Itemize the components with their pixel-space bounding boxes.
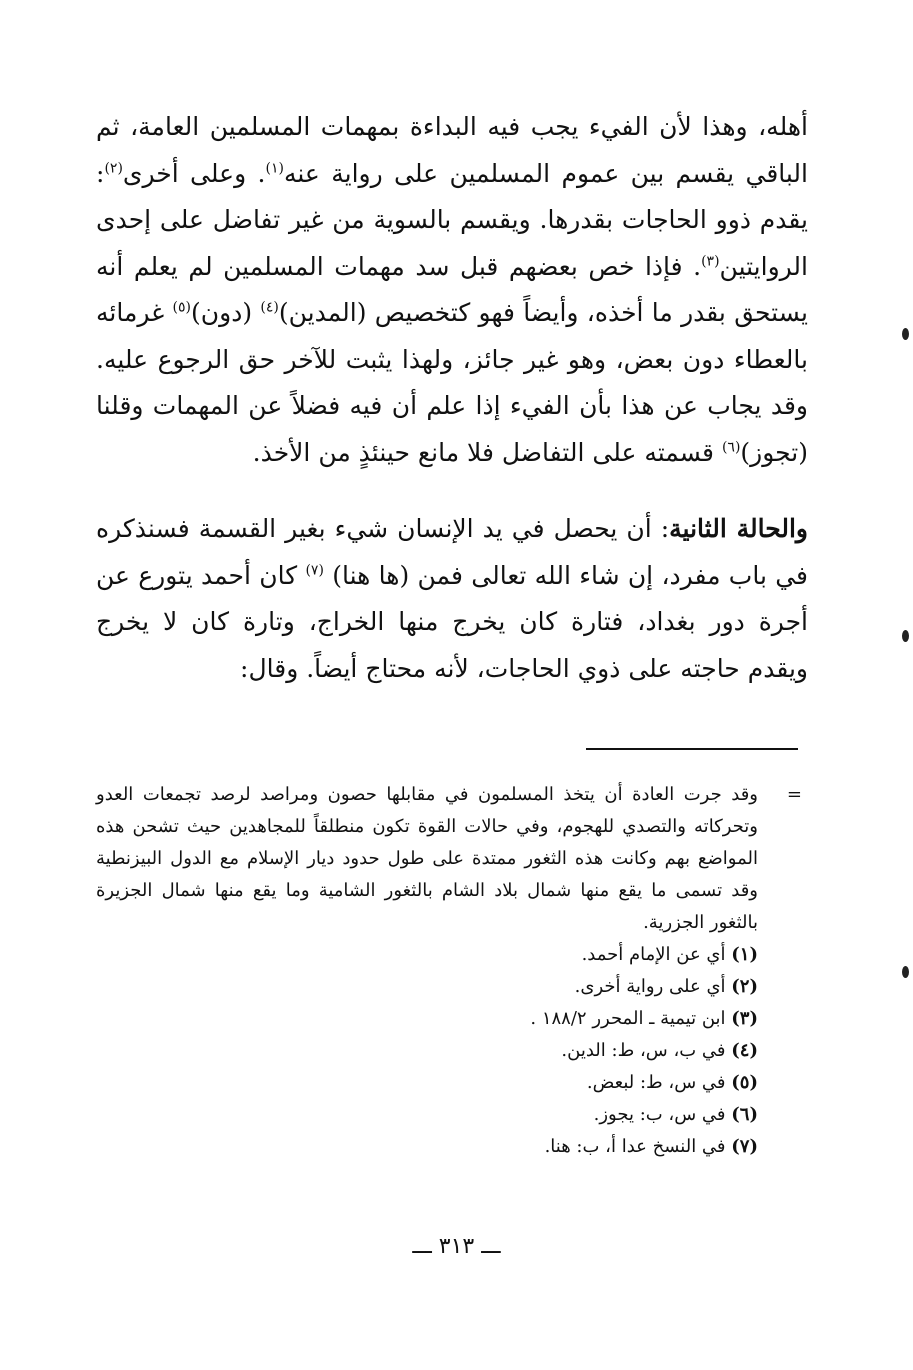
footnote-number: (٧): [731, 1136, 758, 1157]
footnote-2: [96, 971, 758, 1003]
page-number: ـــ ٣١٣ ـــ: [412, 1234, 501, 1259]
binding-hole-mark: [902, 328, 909, 340]
footnote-1: [96, 939, 758, 971]
footnote-text: في ب، س، ط: الدين.: [561, 1040, 726, 1061]
text-run: . فإذا خص بعضهم قبل سد مهمات المسلمين لم يعلم أنه يستحق بقدر ما أخذه، وأيضاً فهو كتخصيص (المدين): [96, 251, 808, 327]
footnote-7: [96, 1131, 758, 1163]
footnote-ref-4[interactable]: (٤): [260, 299, 279, 316]
footnote-text: أي على رواية أخرى.: [574, 976, 726, 997]
continuation-text: وقد جرت العادة أن يتخذ المسلمون في مقابلها حصون ومراصد لرصد تجمعات العدو وتحركاته والتصدي للهجوم، وفي حالات القوة تكون منطلقاً للمجاهدين حيث تشحن هذه المواضع بهم وكانت هذه الثغور ممتدة على طول حدود ديار الإسلام مع الدول البيزنطية وقد تسمى ما يقع منها شمال بلاد الشام بالثغور الشامية وما يقع منها شمال الجزيرة بالثغور الجزرية.: [96, 784, 758, 933]
binding-hole-mark: [902, 966, 909, 978]
footnote-continuation: [96, 779, 808, 939]
paragraph-1: [96, 104, 808, 476]
section-heading: والحالة الثانية: [669, 514, 809, 543]
footnotes: [96, 779, 808, 1163]
footnote-separator: [586, 748, 798, 750]
text-run: (دون): [191, 298, 261, 327]
footnote-text: ابن تيمية ـ المحرر ١٨٨/٢ .: [530, 1008, 726, 1029]
footnote-number: (٤): [731, 1040, 758, 1061]
binding-hole-mark: [902, 630, 909, 642]
text-run: قسمته على التفاضل فلا مانع حينئذٍ من الأخذ.: [252, 437, 722, 467]
text-run: كان أحمد يتورع عن أجرة دور بغداد، فتارة كان يخرج منها الخراج، وتارة كان لا يخرج ويقدم حاجته على ذوي الحاجات، لأنه محتاج أيضاً. وقال:: [96, 560, 808, 683]
text-run: . وعلى أخرى: [122, 158, 266, 188]
continuation-marker: =: [786, 784, 802, 805]
footnote-number: (٥): [731, 1072, 758, 1093]
footnote-6: [96, 1099, 758, 1131]
footnote-number: (٦): [731, 1104, 758, 1125]
footnote-number: (١): [731, 944, 758, 965]
footnote-ref-2[interactable]: (٢): [104, 160, 123, 177]
footnote-ref-3[interactable]: (٣): [701, 253, 720, 270]
text-run: : أن يحصل في يد الإنسان شيء بغير القسمة فسنذكره في باب مفرد، إن شاء الله تعالى فمن (ها هنا): [96, 514, 808, 590]
footnote-number: (٣): [731, 1008, 758, 1029]
footnote-text: في س، ط: لبعض.: [586, 1072, 726, 1093]
footnote-3: [96, 1003, 758, 1035]
footnote-number: (٢): [731, 976, 758, 997]
paragraph-2: [96, 506, 808, 692]
footnote-5: [96, 1067, 758, 1099]
footnote-text: في س، ب: يجوز.: [593, 1104, 726, 1125]
footnote-4: [96, 1035, 758, 1067]
text-run: أهله، وهذا لأن الفيء يجب فيه البداءة بمهمات المسلمين العامة، ثم الباقي يقسم بين عموم المسلمين على رواية عنه: [96, 112, 808, 188]
footnote-ref-1[interactable]: (١): [265, 160, 284, 177]
text-run: : يقدم ذوو الحاجات بقدرها. ويقسم بالسوية من غير تفاضل على إحدى الروايتين: [96, 158, 808, 281]
footnote-ref-7[interactable]: (٧): [305, 562, 324, 579]
footnote-ref-5[interactable]: (٥): [172, 299, 192, 316]
text-run: غرمائه بالعطاء دون بعض، وهو غير جائز، ولهذا يثبت للآخر حق الرجوع عليه. وقد يجاب عن هذا بأن الفيء إذا علم أن فيه فضلاً عن المهمات وقلنا (تجوز): [96, 298, 808, 467]
footnote-ref-6[interactable]: (٦): [721, 439, 741, 456]
main-text: [96, 104, 808, 692]
footnote-text: أي عن الإمام أحمد.: [581, 944, 726, 965]
footnote-text: في النسخ عدا أ، ب: هنا.: [544, 1136, 726, 1157]
